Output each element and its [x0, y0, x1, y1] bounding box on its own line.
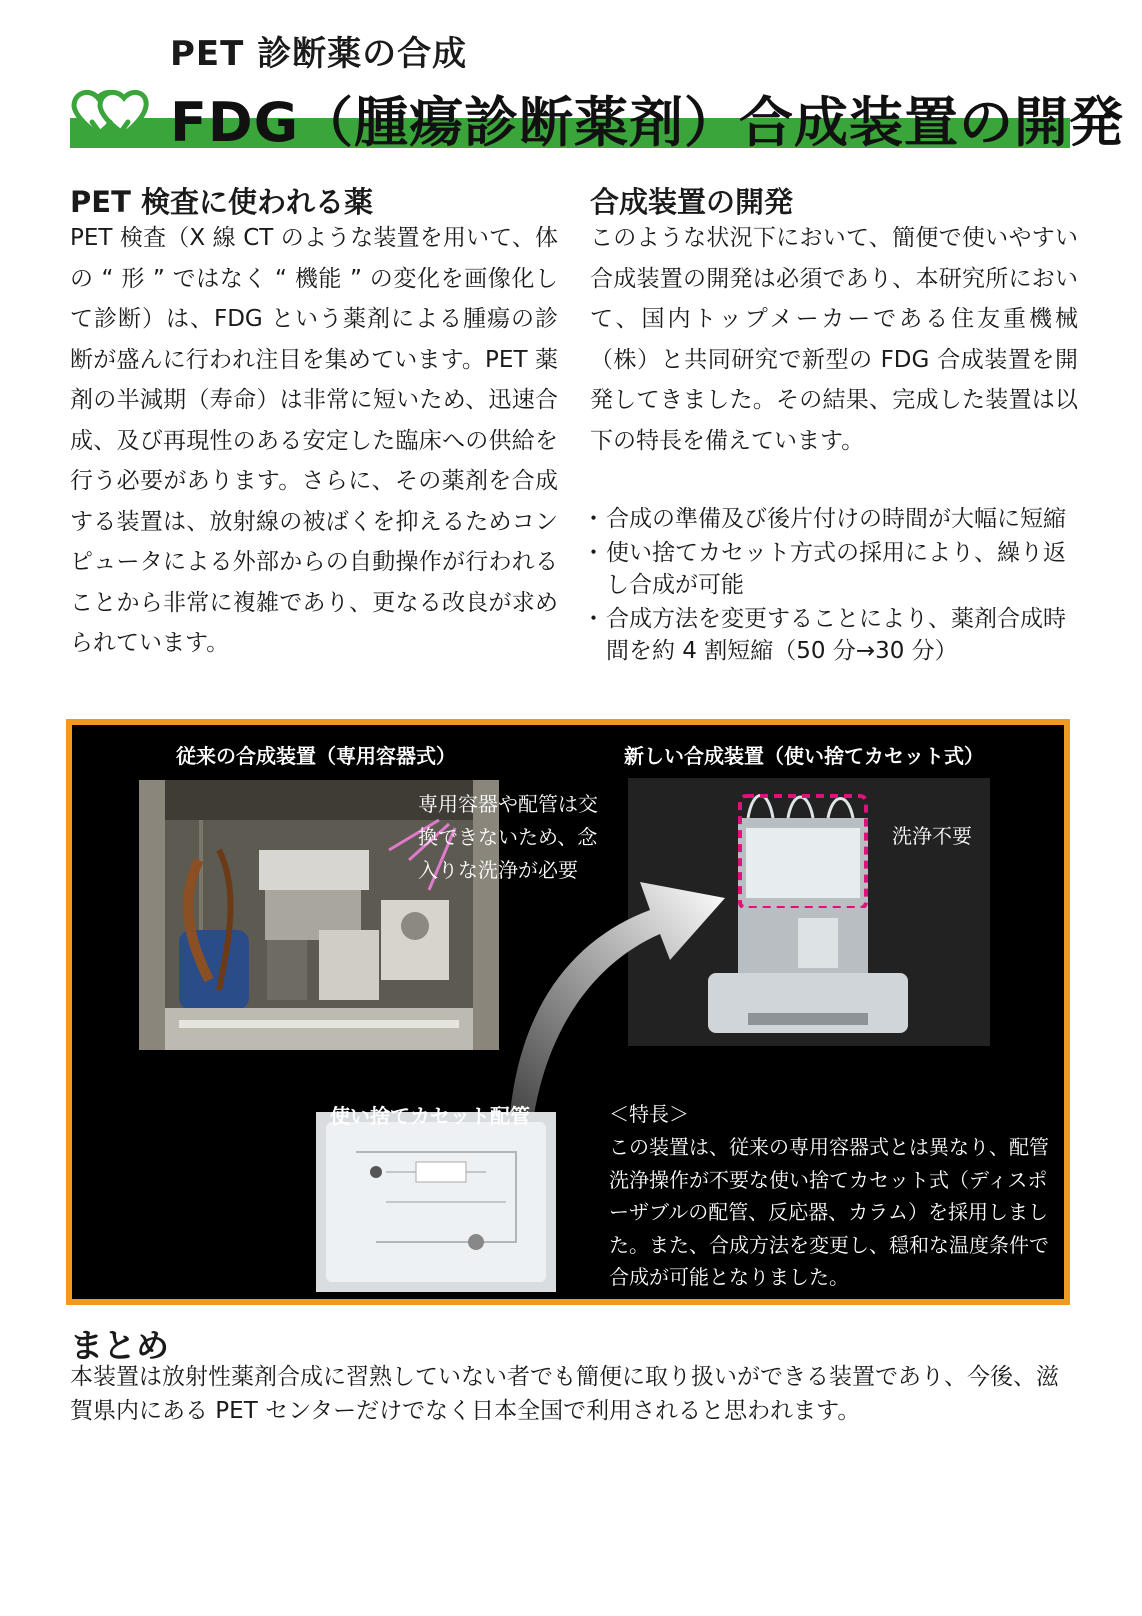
old-device-caption: 従来の合成装置（専用容器式）	[176, 744, 456, 768]
section-heading-development: 合成装置の開発	[590, 185, 794, 219]
new-device-caption: 新しい合成装置（使い捨てカセット式）	[624, 744, 984, 768]
summary-heading: まとめ	[70, 1326, 169, 1365]
page-title: FDG（腫瘍診断薬剤）合成装置の開発	[170, 91, 1125, 154]
list-item: ・ 使い捨てカセット方式の採用により、繰り返し合成が可能	[588, 537, 1078, 601]
cassette-caption: 使い捨てカセット配管	[330, 1104, 530, 1128]
new-device-note: 洗浄不要	[892, 824, 972, 848]
summary-body: 本装置は放射性薬剤合成に習熟していない者でも簡便に取り扱いができる装置であり、今後、滋賀県内にある PET センターだけでなく日本全国で利用されると思われます。	[70, 1364, 1059, 1424]
section-body-pet-drug: PET 検査（X 線 CT のような装置を用いて、体の “ 形 ” ではなく “ 機能 ” の変化を画像化して診断）は、FDG という薬剤による腫瘍の診断が盛んに行われ注目を集めています。PET 薬剤の半減期（寿命）は非常に短いため、迅速合成、及び再現性のある安定した臨床への供給を行う必要があります。さらに、その薬剤を合成する装置は、放射線の被ばくを抑えるためコンピュータによる外部からの自動操作が行われることから非常に複雑であり、更なる改良が求められています。	[70, 225, 558, 656]
hearts-logo-icon	[68, 82, 152, 146]
feature-heading: ＜特長＞	[609, 1102, 689, 1126]
cassette-photo	[316, 1112, 556, 1292]
page-subtitle: PET 診断薬の合成	[170, 34, 468, 74]
feature-list	[588, 503, 1078, 669]
list-item: ・ 合成方法を変更することにより、薬剤合成時間を約 4 割短縮（50 分→30 分）	[588, 603, 1078, 667]
old-device-note: 専用容器や配管は交換できないため、念入りな洗浄が必要	[418, 792, 598, 882]
section-body-development: このような状況下において、簡便で使いやすい合成装置の開発は必須であり、本研究所において、国内トップメーカーである住友重機械（株）と共同研究で新型の FDG 合成装置を開発してきました。その結果、完成した装置は以下の特長を備えています。	[590, 225, 1078, 454]
list-item: ・ 合成の準備及び後片付けの時間が大幅に短縮	[588, 503, 1078, 535]
section-heading-pet-drug: PET 検査に使われる薬	[70, 185, 373, 219]
feature-body: この装置は、従来の専用容器式とは異なり、配管洗浄操作が不要な使い捨てカセット式（ディスポーザブルの配管、反応器、カラム）を採用しました。また、合成方法を変更し、穏和な温度条件で合成が可能となりました。	[609, 1135, 1049, 1289]
arrow-icon	[500, 860, 730, 1120]
